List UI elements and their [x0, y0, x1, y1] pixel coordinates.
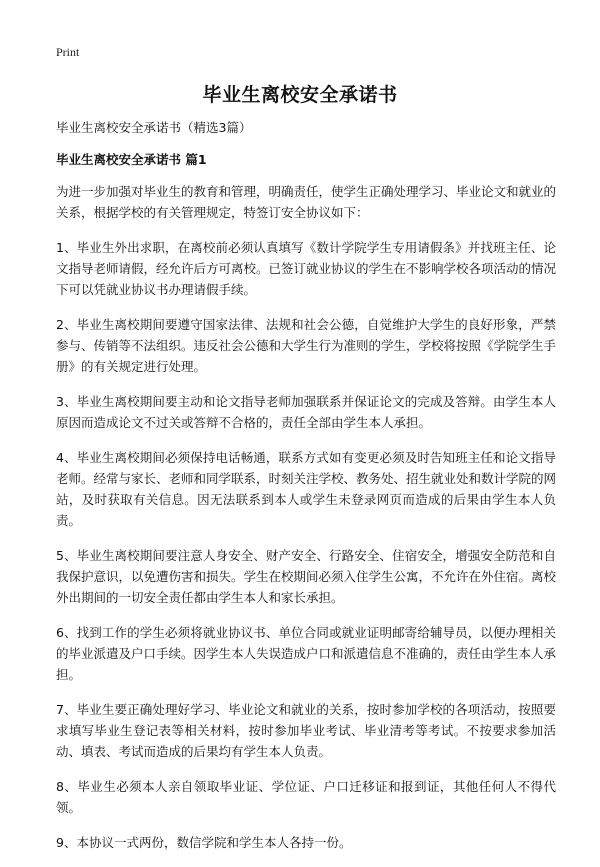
clause-8-paragraph: 8、毕业生必须本人亲自领取毕业证、学位证、户口迁移证和报到证，其他任何人不得代领。 — [56, 779, 556, 815]
document-body — [56, 181, 556, 867]
clause-9-paragraph: 9、本协议一式两份，数信学院和学生本人各持一份。 — [56, 835, 352, 850]
document-title: 毕业生离校安全承诺书 — [202, 84, 398, 106]
clause-6-paragraph: 6、找到工作的学生必须将就业协议书、单位合同或就业证明邮寄给辅导员，以便办理相关的毕业派遣及户口手续。因学生本人失误造成户口和派遣信息不准确的，责任由学生本人承担。 — [56, 625, 557, 682]
clause-1-paragraph: 1、毕业生外出求职，在离校前必须认真填写《数计学院学生专用请假条》并找班主任、论文指导老师请假，经允许后方可离校。已签订就业协议的学生在不影响学校各项活动的情况下可以凭就业协议书办理请假手续。 — [56, 240, 557, 297]
clause-3-paragraph: 3、毕业生离校期间要主动和论文指导老师加强联系并保证论文的完成及答辩。由学生本人原因而造成论文不过关或答辩不合格的，责任全部由学生本人承担。 — [56, 394, 556, 430]
print-link[interactable]: Print — [56, 45, 80, 59]
section-heading: 毕业生离校安全承诺书 篇1 — [56, 152, 207, 167]
clause-7-paragraph: 7、毕业生要正确处理好学习、毕业论文和就业的关系，按时参加学校的各项活动，按照要求填写毕业生登记表等相关材料，按时参加毕业考试、毕业清考等考试。不按要求参加活动、填表、考试而造成的后果均有学生本人负责。 — [56, 702, 556, 759]
intro-paragraph: 为进一步加强对毕业生的教育和管理，明确责任，使学生正确处理学习、毕业论文和就业的关系，根据学校的有关管理规定，特签订安全协议如下： — [56, 184, 557, 220]
clause-5-paragraph: 5、毕业生离校期间要注意人身安全、财产安全、行路安全、住宿安全，增强安全防范和自我保护意识，以免遭伤害和损失。学生在校期间必须入住学生公寓，不允许在外住宿。离校外出期间的一切安全责任都由学生本人和家长承担。 — [56, 548, 557, 605]
clause-4-paragraph: 4、毕业生离校期间必须保持电话畅通，联系方式如有变更必须及时告知班主任和论文指导老师。经常与家长、老师和同学联系，时刻关注学校、教务处、招生就业处和数计学院的网站，及时获取有关信息。因无法联系到本人或学生未登录网页而造成的后果由学生本人负责。 — [56, 450, 557, 528]
document-subtitle: 毕业生离校安全承诺书（精选3篇） — [56, 120, 252, 135]
clause-2-paragraph: 2、毕业生离校期间要遵守国家法律、法规和社会公德，自觉维护大学生的良好形象，严禁参与、传销等不法组织。违反社会公德和大学生行为准则的学生，学校将按照《学院学生手册》的有关规定进行处理。 — [56, 317, 557, 374]
